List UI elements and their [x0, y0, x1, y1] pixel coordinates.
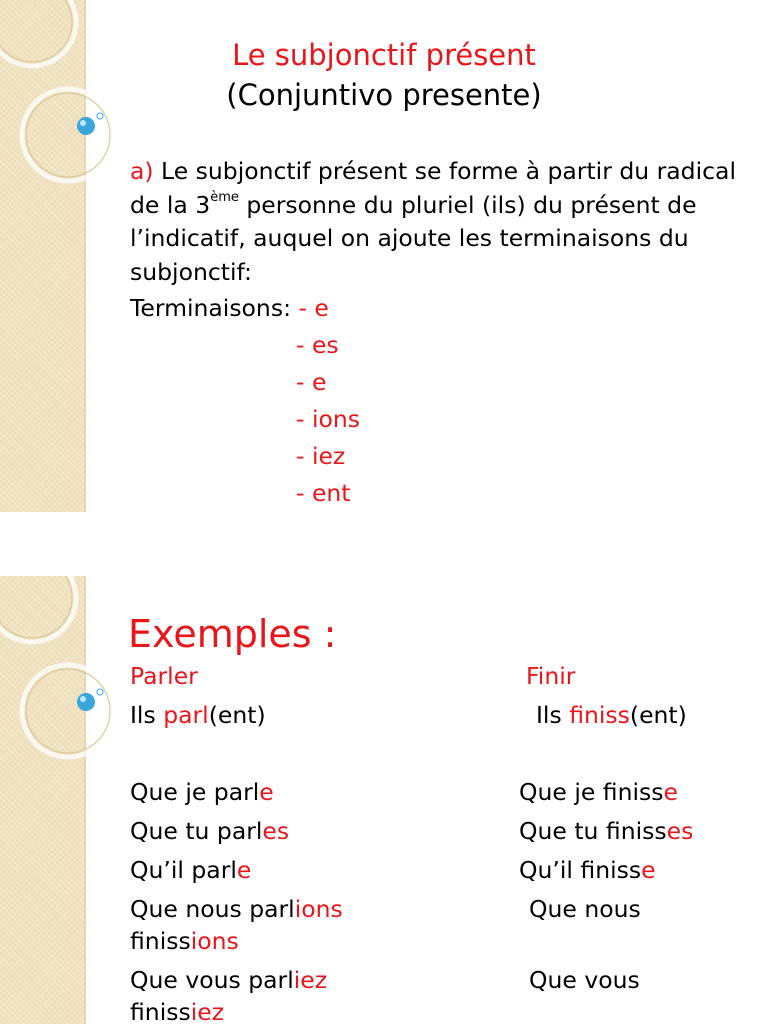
verb-finir: Finir	[526, 662, 576, 690]
conj-parler-je	[130, 778, 274, 806]
ending-item: - e	[298, 294, 329, 322]
conj-ending: es	[262, 817, 290, 845]
conj-ending: es	[666, 817, 694, 845]
conj-finir-nous: Que nous	[529, 895, 641, 923]
superscript-eme: ème	[210, 189, 239, 205]
conj-ending: e	[641, 856, 656, 884]
conj-ending: iez	[190, 998, 225, 1026]
conj-parler-tu	[130, 817, 289, 845]
ring-ornament-icon	[0, 576, 130, 796]
conj-base: finiss	[130, 998, 191, 1026]
rule-paragraph	[130, 155, 740, 289]
conj-base: Que je parl	[130, 778, 260, 806]
conj-base: Qu’il finiss	[519, 856, 642, 884]
conj-parler-nous	[130, 895, 343, 923]
slide-gap	[0, 512, 768, 576]
paragraph-text-2: personne du pluriel (ils) du présent de l’indicatif, auquel on ajoute les terminaisons du subjonctif:	[130, 190, 697, 286]
conj-ending: e	[236, 856, 252, 884]
ending-item: - iez	[296, 442, 346, 470]
examples-title: Exemples :	[128, 612, 337, 656]
paragraph-text-1: Le subjonctif présent se forme à partir du radical de la 3	[130, 157, 736, 219]
conj-ending: e	[259, 778, 274, 806]
stem-prefix: Ils	[536, 701, 570, 729]
endings-label: Terminaisons:	[130, 294, 299, 322]
conj-base: Qu’il parl	[130, 856, 237, 884]
endings-label-line	[130, 294, 329, 322]
conj-base: Que tu parl	[130, 817, 263, 845]
conj-base: Que nous parl	[130, 895, 295, 923]
conj-finir-vous: Que vous	[529, 966, 640, 994]
stem: finiss	[569, 701, 630, 729]
ending-item: - ions	[296, 405, 360, 433]
stem-suffix: (ent)	[629, 701, 687, 729]
conj-parler-vous	[130, 966, 327, 994]
ending-item: - e	[296, 368, 327, 396]
conj-parler-il	[130, 856, 251, 884]
conj-finir-je	[519, 778, 678, 806]
conj-finir-vous-wrap	[130, 998, 224, 1026]
stem: parl	[163, 701, 209, 729]
conj-ending: iez	[293, 966, 328, 994]
conj-ending: ions	[190, 927, 239, 955]
conj-base: Que je finiss	[519, 778, 664, 806]
stem-line-parler	[130, 701, 266, 729]
stem-suffix: (ent)	[208, 701, 266, 729]
conj-finir-nous-wrap	[130, 927, 239, 955]
slide-1	[0, 0, 768, 512]
conj-base: Que vous parl	[130, 966, 294, 994]
paragraph-marker: a)	[130, 157, 154, 185]
conj-finir-tu	[519, 817, 693, 845]
slide-subtitle: (Conjuntivo presente)	[226, 78, 542, 112]
stem-line-finir	[536, 701, 687, 729]
stem-prefix: Ils	[130, 701, 164, 729]
conj-ending: e	[663, 778, 678, 806]
conj-base: Que tu finiss	[519, 817, 667, 845]
slide-title: Le subjonctif présent	[232, 38, 536, 72]
conj-finir-il	[519, 856, 656, 884]
conj-ending: ions	[294, 895, 343, 923]
conj-base: finiss	[130, 927, 191, 955]
ending-item: - ent	[296, 479, 351, 507]
ending-item: - es	[296, 331, 339, 359]
verb-parler: Parler	[130, 662, 198, 690]
